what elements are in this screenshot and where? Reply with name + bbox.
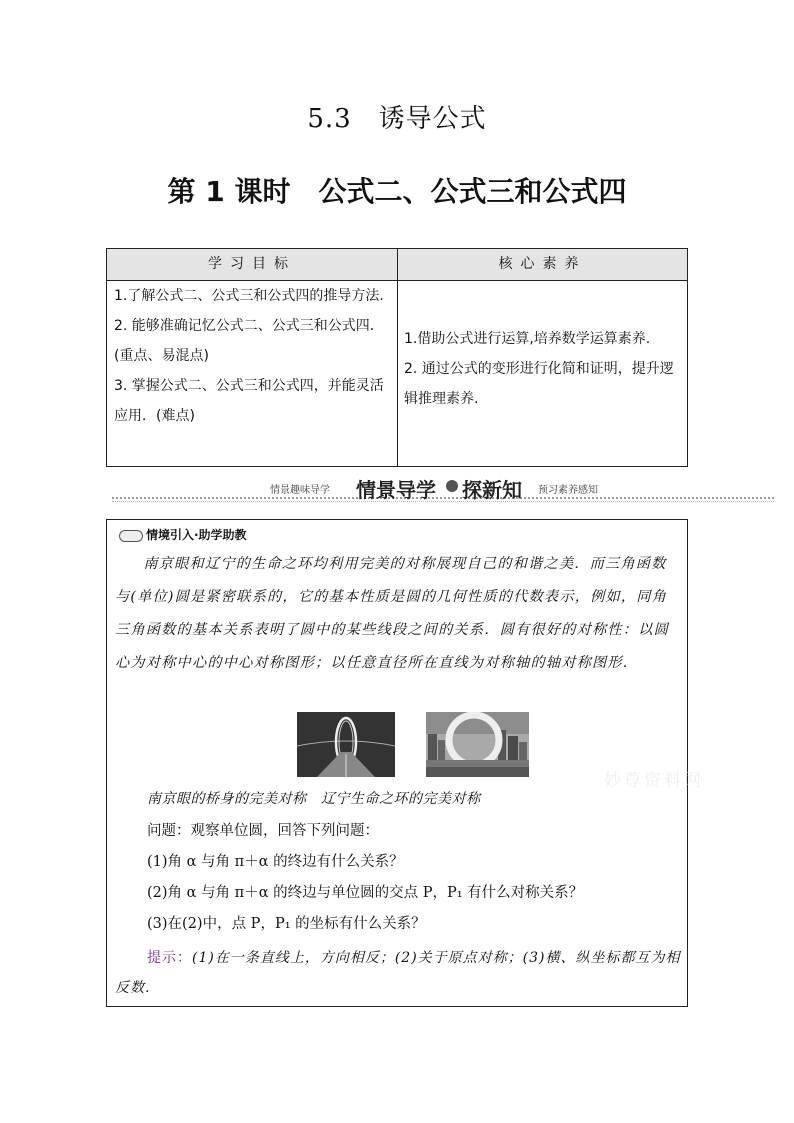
intro-paragraph: [115, 548, 681, 680]
learning-goal-2: 2. 能够准确记忆公式二、公式三和公式四．(重点、易混点): [114, 318, 384, 364]
learning-goal-1: 1.了解公式二、公式三和公式四的推导方法.: [114, 288, 384, 304]
question-intro: 问题：观察单位圆，回答下列问题：: [147, 823, 379, 839]
intro-tag: [119, 526, 247, 543]
core-competency-2: 2. 通过公式的变形进行化简和证明，提升逻辑推理素养.: [404, 361, 674, 407]
tag-icon: [119, 530, 143, 542]
section-title: 5.3 诱导公式: [307, 104, 487, 134]
intro-box: [106, 519, 688, 1007]
core-competencies-cell: [404, 324, 686, 414]
question-3: (3)在(2)中，点 P，P₁ 的坐标有什么关系？: [147, 916, 426, 932]
question-1: (1)角 α 与角 π＋α 的终边有什么关系？: [147, 854, 404, 870]
objectives-table: [106, 248, 688, 467]
nanjing-eye-photo: [297, 712, 395, 777]
question-2: (2)角 α 与角 π＋α 的终边与单位圆的交点 P，P₁ 有什么对称关系？: [147, 885, 584, 901]
core-competency-1: 1.借助公式进行运算,培养数学运算素养.: [404, 331, 651, 347]
learning-goal-3: 3. 掌握公式二、公式三和公式四，并能灵活应用．(难点): [114, 378, 384, 424]
banner-title-right: 探新知: [462, 478, 522, 502]
banner-arrow-icon: [446, 480, 458, 492]
hint-label: 提示：: [147, 950, 192, 966]
column-divider: [397, 249, 398, 466]
learning-goals-cell: [114, 281, 392, 431]
banner-dotted-line: [112, 497, 774, 499]
section-banner: [112, 478, 774, 502]
watermark: 妙尊资料网: [604, 771, 704, 791]
hint: [115, 943, 681, 1003]
intro-paragraph-text: 南京眼和辽宁的生命之环均利用完美的对称展现自己的和谐之美．而三角函数与(单位)圆是紧密联系的，它的基本性质是圆的几何性质的代数表示，例如，同角三角函数的基本关系表明了圆中的某些线段之间的关系．圆有很好的对称性：以圆心为对称中心的中心对称图形；以任意直径所在直线为对称轴的轴对称图形.: [115, 556, 669, 671]
header-learning-goals: 学习目标: [107, 249, 397, 281]
photo-caption: 南京眼的桥身的完美对称 辽宁生命之环的完美对称: [147, 791, 481, 807]
lesson-title: 第 1 课时 公式二、公式三和公式四: [167, 175, 627, 208]
banner-dotted-line-2: [112, 501, 774, 502]
header-core-competencies: 核心素养: [398, 249, 687, 281]
banner-right-caption: 预习素养感知: [538, 485, 598, 496]
nanjing-eye-illustration: [297, 712, 395, 777]
banner-left-caption: 情景趣味导学: [270, 485, 330, 496]
life-ring-illustration: [426, 712, 529, 777]
banner-title-left: 情景导学: [356, 478, 436, 502]
intro-tag-label: 情境引入·助学助教: [146, 528, 247, 542]
hint-text: (1)在一条直线上，方向相反；(2)关于原点对称；(3)横、纵坐标都互为相反数.: [115, 950, 681, 996]
life-ring-photo: [426, 712, 529, 777]
